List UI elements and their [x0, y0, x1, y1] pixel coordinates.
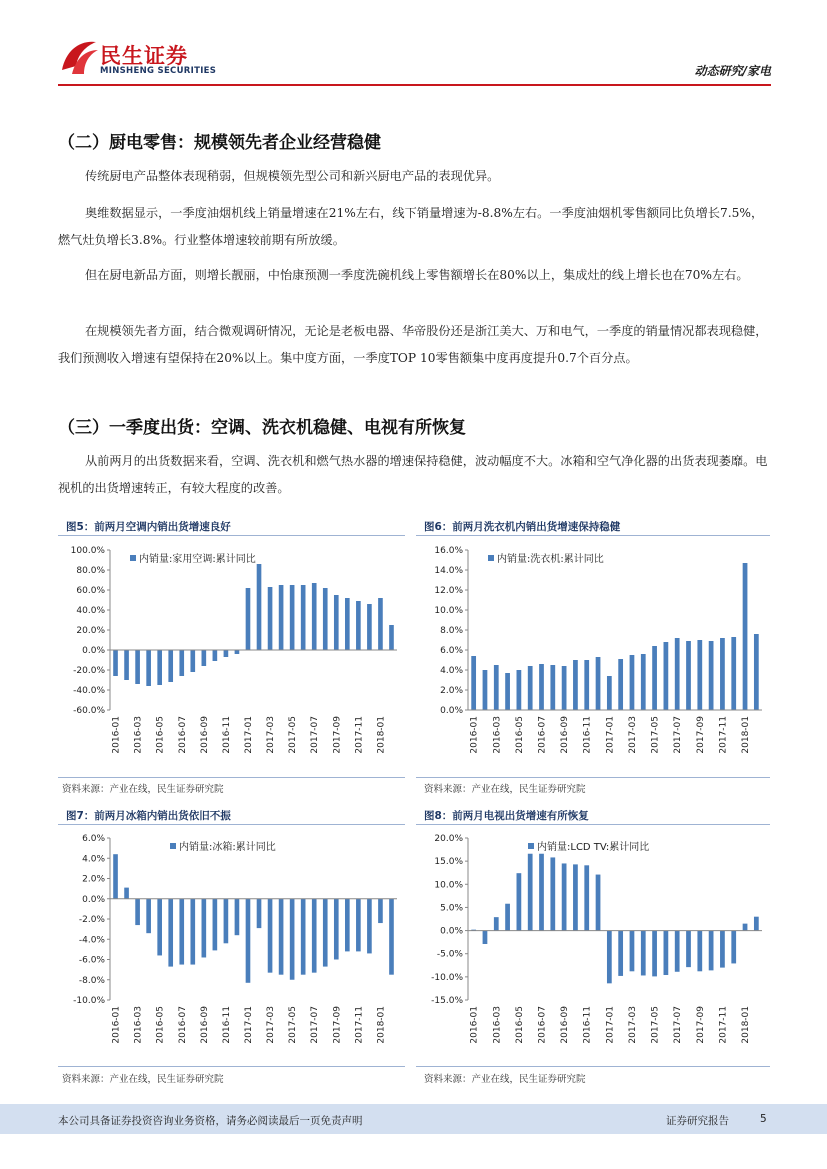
legend-label: 内销量:家用空调:累计同比: [139, 554, 256, 565]
bar: [483, 670, 488, 710]
bar: [168, 899, 173, 967]
bar: [483, 931, 488, 944]
x-tick-label: 2017-11: [354, 1006, 365, 1044]
bar: [323, 588, 328, 650]
figure-rule: [416, 777, 770, 778]
x-tick-label: 2017-05: [650, 1006, 661, 1044]
y-tick-label: 60.0%: [76, 586, 105, 596]
bar: [652, 646, 657, 710]
y-tick-label: -15.0%: [431, 996, 463, 1006]
y-tick-label: 16.0%: [434, 546, 463, 556]
bar: [246, 588, 251, 650]
y-tick-label: 2.0%: [440, 686, 463, 696]
bar: [290, 585, 295, 650]
bar: [675, 931, 680, 972]
figure-rule: [416, 824, 770, 825]
bar: [312, 899, 317, 973]
bar: [190, 899, 195, 965]
bar: [279, 899, 284, 975]
x-tick-label: 2017-03: [627, 716, 638, 754]
bar: [124, 888, 129, 899]
y-tick-label: -4.0%: [78, 935, 105, 946]
x-tick-label: 2017-07: [673, 1006, 684, 1044]
bar: [573, 864, 578, 930]
header-divider: [58, 84, 771, 86]
x-tick-label: 2017-09: [332, 1006, 343, 1044]
y-tick-label: 100.0%: [70, 546, 105, 556]
y-tick-label: 4.0%: [82, 854, 105, 865]
bar: [664, 642, 669, 710]
bar: [246, 899, 251, 983]
y-tick-label: -2.0%: [78, 915, 105, 925]
bar: [618, 931, 623, 976]
bar: [720, 931, 725, 968]
bar: [235, 650, 240, 654]
x-tick-label: 2016-07: [177, 1006, 188, 1044]
bar: [686, 931, 691, 968]
bar: [334, 899, 339, 960]
y-tick-label: 8.0%: [440, 626, 463, 636]
legend-swatch: [528, 843, 534, 849]
y-tick-label: -10.0%: [73, 996, 105, 1006]
x-tick-label: 2016-01: [469, 716, 480, 754]
bar: [720, 638, 725, 710]
bar: [562, 863, 567, 930]
bar: [709, 641, 714, 710]
x-tick-label: 2016-01: [111, 716, 122, 754]
bar: [641, 654, 646, 710]
bar: [157, 899, 162, 956]
y-tick-label: -20.0%: [73, 666, 105, 676]
x-tick-label: 2016-05: [155, 716, 166, 754]
x-tick-label: 2016-11: [221, 1006, 232, 1044]
bar: [539, 854, 544, 931]
bar: [697, 640, 702, 710]
x-tick-label: 2016-11: [582, 716, 593, 754]
x-tick-label: 2017-01: [605, 1006, 616, 1044]
bar: [505, 904, 510, 931]
bar: [743, 924, 748, 931]
figure-rule: [58, 535, 405, 536]
bar: [664, 931, 669, 975]
bar: [584, 660, 589, 710]
x-tick-label: 2016-09: [199, 1006, 210, 1044]
bar: [641, 931, 646, 976]
y-tick-label: -60.0%: [73, 706, 105, 716]
x-tick-label: 2017-03: [627, 1006, 638, 1044]
bar: [312, 583, 317, 650]
y-tick-label: 6.0%: [82, 834, 105, 844]
y-tick-label: 20.0%: [434, 834, 463, 844]
bar: [731, 931, 736, 964]
bar: [709, 931, 714, 971]
chart-fridge-shipments: [58, 826, 405, 1064]
bar: [290, 899, 295, 980]
paragraph: 传统厨电产品整体表现稍弱，但规模领先型公司和新兴厨电产品的表现优异。: [85, 169, 500, 183]
y-tick-label: 40.0%: [76, 606, 105, 616]
y-tick-label: -6.0%: [78, 955, 105, 966]
y-tick-label: 0.0%: [82, 894, 105, 905]
y-tick-label: 10.0%: [434, 880, 463, 891]
y-tick-label: -8.0%: [78, 975, 105, 986]
x-tick-label: 2016-03: [133, 716, 144, 754]
x-tick-label: 2017-09: [695, 1006, 706, 1044]
bar: [301, 899, 306, 975]
y-tick-label: 6.0%: [440, 646, 463, 656]
bar: [675, 638, 680, 710]
report-category: 动态研究/家电: [694, 64, 771, 78]
x-tick-label: 2017-11: [718, 1006, 729, 1044]
x-tick-label: 2016-11: [221, 716, 232, 754]
bar: [213, 899, 218, 951]
section-heading-q1-shipments: （三）一季度出货：空调、洗衣机稳健、电视有所恢复: [58, 418, 466, 438]
bar: [528, 854, 533, 931]
x-tick-label: 2016-05: [514, 716, 525, 754]
y-tick-label: 80.0%: [76, 566, 105, 576]
x-tick-label: 2016-11: [582, 1006, 593, 1044]
bar: [607, 676, 612, 710]
x-tick-label: 2016-05: [514, 1006, 525, 1044]
bar: [268, 587, 273, 650]
x-tick-label: 2017-05: [288, 1006, 299, 1044]
x-tick-label: 2017-07: [310, 716, 321, 754]
bar: [528, 666, 533, 710]
bar: [596, 657, 601, 710]
paragraph: 在规模领先者方面，结合微观调研情况，无论是老板电器、华帝股份还是浙江美大、万和电气，一季度的销量情况都表现稳健，我们预测收入增速有望保持在20%以上。集中度方面，一季度TOP 10零售额集中度再度提升0.7个百分点。: [58, 324, 768, 365]
bar: [471, 656, 476, 710]
x-tick-label: 2016-07: [537, 1006, 548, 1044]
bar: [356, 601, 361, 650]
bar: [146, 650, 151, 686]
paragraph: 从前两月的出货数据来看，空调、洗衣机和燃气热水器的增速保持稳健，波动幅度不大。冰箱和空气净化器的出货表现萎靡。电视机的出货增速转正，有较大程度的改善。: [58, 454, 768, 495]
bar: [213, 650, 218, 661]
y-tick-label: 20.0%: [76, 626, 105, 636]
bar: [618, 659, 623, 710]
bar: [731, 637, 736, 710]
bar: [517, 670, 522, 710]
figure-rule: [58, 777, 405, 778]
bar: [686, 641, 691, 710]
bar: [179, 899, 184, 965]
bar: [224, 899, 229, 944]
bar: [652, 931, 657, 977]
paragraph: 但在厨电新品方面，则增长靓丽，中怡康预测一季度洗碗机线上零售额增长在80%以上，集成灶的线上增长也在70%左右。: [85, 268, 749, 282]
bar: [630, 931, 635, 972]
bar: [168, 650, 173, 682]
bar: [562, 666, 567, 710]
bar: [235, 899, 240, 935]
bar: [113, 854, 118, 899]
x-tick-label: 2017-09: [332, 716, 343, 754]
x-tick-label: 2018-01: [741, 1006, 752, 1044]
bar: [202, 650, 207, 666]
bar: [323, 899, 328, 967]
bar: [367, 604, 372, 650]
figure-source: 资料来源：产业在线，民生证券研究院: [424, 784, 586, 795]
x-tick-label: 2016-01: [111, 1006, 122, 1044]
bar: [124, 650, 129, 680]
bar: [754, 917, 759, 931]
legend-label: 内销量:LCD TV:累计同比: [537, 842, 650, 853]
bar: [573, 660, 578, 710]
y-tick-label: 2.0%: [82, 874, 105, 885]
bar: [539, 664, 544, 710]
figure-source: 资料来源：产业在线，民生证券研究院: [62, 784, 224, 795]
bar: [334, 595, 339, 650]
bar: [607, 931, 612, 984]
x-tick-label: 2018-01: [741, 716, 752, 754]
section-heading-kitchen-retail: （二）厨电零售：规模领先者企业经营稳健: [58, 133, 381, 153]
x-tick-label: 2016-03: [492, 1006, 503, 1044]
bar: [378, 598, 383, 650]
y-tick-label: 12.0%: [434, 586, 463, 596]
brand-name-en: MINSHENG SECURITIES: [100, 66, 217, 76]
legend-label: 内销量:洗衣机:累计同比: [497, 554, 604, 565]
footer-disclaimer: 本公司具备证券投资咨询业务资格，请务必阅读最后一页免责声明: [58, 1115, 363, 1127]
bar: [257, 564, 262, 650]
y-tick-label: 4.0%: [440, 666, 463, 676]
x-tick-label: 2016-09: [560, 716, 571, 754]
x-tick-label: 2017-03: [266, 716, 277, 754]
figure-rule: [58, 1066, 405, 1067]
brand-name-cn: 民生证券: [100, 44, 188, 68]
x-tick-label: 2017-07: [310, 1006, 321, 1044]
x-tick-label: 2017-05: [650, 716, 661, 754]
bar: [257, 899, 262, 928]
legend-label: 内销量:冰箱:累计同比: [179, 842, 276, 853]
figure-title: 图6：前两月洗衣机内销出货增速保持稳健: [424, 521, 621, 533]
bar: [224, 650, 229, 657]
x-tick-label: 2016-05: [155, 1006, 166, 1044]
x-tick-label: 2018-01: [376, 716, 387, 754]
x-tick-label: 2017-01: [243, 716, 254, 754]
bar: [157, 650, 162, 685]
bar: [113, 650, 118, 676]
bar: [367, 899, 372, 954]
bar: [584, 865, 589, 930]
bar: [279, 585, 284, 650]
y-tick-label: 10.0%: [434, 606, 463, 616]
figure-source: 资料来源：产业在线，民生证券研究院: [62, 1074, 224, 1085]
bar: [754, 634, 759, 710]
x-tick-label: 2017-09: [695, 716, 706, 754]
bar: [630, 655, 635, 710]
y-tick-label: 0.0%: [440, 706, 463, 716]
bar: [494, 665, 499, 710]
chart-aircon-shipments: [58, 538, 405, 774]
x-tick-label: 2017-11: [718, 716, 729, 754]
x-tick-label: 2016-03: [133, 1006, 144, 1044]
figure-title: 图8：前两月电视出货增速有所恢复: [424, 810, 589, 822]
figure-title: 图7：前两月冰箱内销出货依旧不振: [66, 810, 231, 822]
footer-report-label: 证券研究报告: [666, 1115, 729, 1127]
figure-rule: [58, 824, 405, 825]
x-tick-label: 2017-07: [673, 716, 684, 754]
figure-rule: [416, 1066, 770, 1067]
bar: [345, 899, 350, 952]
bar: [301, 585, 306, 650]
bar: [356, 899, 361, 952]
y-tick-label: 0.0%: [82, 646, 105, 656]
y-tick-label: 5.0%: [440, 903, 463, 914]
legend-swatch: [170, 843, 176, 849]
bar: [494, 917, 499, 930]
x-tick-label: 2018-01: [376, 1006, 387, 1044]
bar: [505, 673, 510, 710]
figure-rule: [416, 535, 770, 536]
bar: [389, 899, 394, 975]
x-tick-label: 2016-07: [177, 716, 188, 754]
x-tick-label: 2017-05: [288, 716, 299, 754]
bar: [517, 873, 522, 930]
y-tick-label: 15.0%: [434, 857, 463, 868]
bar: [135, 899, 140, 925]
paragraph: 奥维数据显示，一季度油烟机线上销量增速在21%左右，线下销量增速为-8.8%左右。一季度油烟机零售额同比负增长7.5%，燃气灶负增长3.8%。行业整体增速较前期有所放缓。: [58, 206, 764, 247]
x-tick-label: 2016-09: [560, 1006, 571, 1044]
chart-tv-shipments: [416, 826, 770, 1064]
bar: [378, 899, 383, 923]
x-tick-label: 2017-03: [266, 1006, 277, 1044]
bar: [190, 650, 195, 672]
bar: [202, 899, 207, 958]
chart-washer-shipments: [416, 538, 770, 774]
bar: [389, 625, 394, 650]
x-tick-label: 2017-01: [605, 716, 616, 754]
bar: [743, 563, 748, 710]
bar: [179, 650, 184, 676]
bar: [550, 857, 555, 930]
y-tick-label: -40.0%: [73, 686, 105, 696]
bar: [550, 665, 555, 710]
x-tick-label: 2016-07: [537, 716, 548, 754]
legend-swatch: [488, 555, 494, 561]
y-tick-label: -10.0%: [431, 972, 463, 983]
bar: [135, 650, 140, 684]
bar: [345, 598, 350, 650]
y-tick-label: 14.0%: [434, 566, 463, 576]
bar: [268, 899, 273, 973]
bar: [596, 875, 601, 931]
x-tick-label: 2016-09: [199, 716, 210, 754]
bar: [697, 931, 702, 972]
x-tick-label: 2017-01: [243, 1006, 254, 1044]
x-tick-label: 2017-11: [354, 716, 365, 754]
legend-swatch: [130, 555, 136, 561]
y-tick-label: 0.0%: [440, 926, 463, 937]
bar: [146, 899, 151, 933]
y-tick-label: -5.0%: [436, 949, 463, 960]
figure-title: 图5：前两月空调内销出货增速良好: [66, 521, 231, 533]
page-number: 5: [760, 1113, 767, 1125]
x-tick-label: 2016-03: [492, 716, 503, 754]
x-tick-label: 2016-01: [469, 1006, 480, 1044]
figure-source: 资料来源：产业在线，民生证券研究院: [424, 1074, 586, 1085]
